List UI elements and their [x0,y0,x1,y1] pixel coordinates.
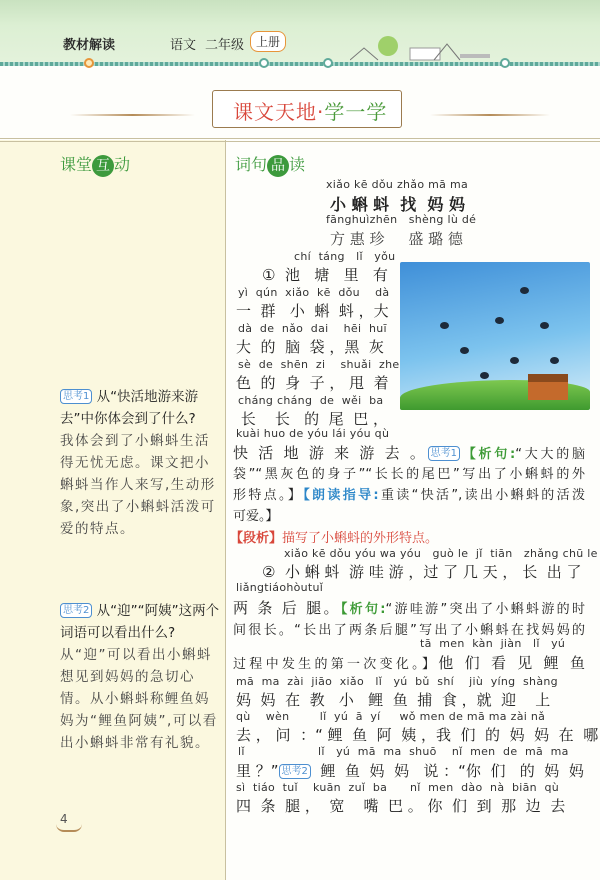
text-line [236,760,584,781]
think-question-2 [60,600,220,754]
banner-dot: · [317,100,325,124]
think-2-tag[interactable]: 思考2 [279,764,311,779]
pinyin-line: lǐ yú mā ma shuō nǐ men de mā ma [318,745,569,758]
analysis-text: “大大的脑 [515,447,585,462]
pinyin-line: kuài huo de yóu lái yóu qù [236,427,390,440]
think-tag: 思考2 [60,603,92,618]
header-dot [500,58,510,68]
text-line: 妈 妈 在 教 小 鲤 鱼 捕 食 ，就 迎 上 [236,691,551,709]
think-1-tag[interactable]: 思考1 [428,446,460,461]
heading-text: 读 [289,155,306,174]
text-line: 色 的 身 子 ， 甩 着 [236,374,389,392]
paragraph-analysis-label: 【段析】 [230,531,283,546]
text-segment: 鲤 鱼 妈 妈 说 ：“你 们 的 妈 妈 [320,762,584,780]
grade: 二年级 [205,38,245,53]
banner-text: 学一学 [324,100,388,124]
analysis-text: 过程中发生的第一次变化。】 [233,657,439,672]
authors-pinyin: fānghuìzhēn shèng lù dé [326,213,477,226]
paragraph-1-line [233,442,585,463]
text-segment: 快 活 地 游 来 游 去 。 [233,444,428,462]
annotation-line [233,597,585,618]
header-dot [259,58,269,68]
answer-text: 我体会到了小蝌蚪生活得无忧无虑。课文把小蝌蚪当作人来写,生动形象,突出了小蝌蚪活泼可爱的特点。 [60,433,216,537]
text-line: 长 长 的 尾 巴 ， [236,410,388,428]
title-pinyin: xiǎo kē dǒu zhǎo mā ma [326,178,469,191]
think-tag: 思考1 [60,389,92,404]
analysis-text: 形特点。】 [233,488,304,503]
text-segment: 两 条 后 腿。 [233,599,341,617]
reading-guide-text: 重读“快活”,读出小蝌蚪的活泼 [378,488,585,503]
text-line: 一 群 小 蝌 蚪 ，大 [236,302,389,320]
analysis-label: 【析句: [340,602,386,617]
house-illustration-icon [350,36,490,62]
pinyin-line: cháng cháng de wěi ba [238,394,384,407]
column-divider [225,140,226,880]
section-heading-reading [235,152,305,177]
page-ornament-icon [56,824,82,832]
question-text: 从“迎”“阿姨”这两个词语可以看出什么? [60,603,220,641]
volume-badge: 上册 [250,31,286,52]
subject: 语文 [170,38,197,53]
question-text: 从“快活地游来游去”中你体会到了什么? [60,389,199,427]
paragraph-analysis-text: 描写了小蝌蚪的外形特点。 [282,531,439,546]
text-segment: 里 ？” [236,762,279,780]
annotation-line: 可爱。】 [233,509,279,524]
heading-circle: 互 [92,155,114,177]
analysis-label: 【析句: [460,447,516,462]
tadpole-pond-illustration [400,262,590,410]
header-dot [84,58,94,68]
authors: 方 惠 珍 盛 璐 德 [330,230,463,248]
lesson-title: 小 蝌 蚪 找 妈 妈 [330,195,465,214]
pinyin-line: sè de shēn zi shuǎi zhe [238,358,400,371]
annotation-line: 间很长。“长出了两条后腿”写出了小蝌蚪在找妈妈的 [233,623,585,638]
pinyin-line: chí táng lǐ yǒu [294,250,396,263]
think-question-1 [60,386,220,540]
reading-guide-label: 【朗读指导: [303,488,379,503]
heading-text: 课堂 [60,155,93,174]
answer-text: 从“迎”可以看出小蝌蚪想见到妈妈的急切心情。从小蝌蚪称鲤鱼妈妈为“鲤鱼阿姨”,可以看出小蝌蚪非常有礼貌。 [60,647,218,751]
pinyin-line: mā ma zài jiāo xiǎo lǐ yú bǔ shí jiù yíng shàng [236,675,558,688]
banner-rule [430,114,550,116]
book-title: 教材解读 [63,38,116,53]
banner-text: 课文天地 [233,100,317,124]
text-line: 大 的 脑 袋 ，黑 灰 [236,338,384,356]
pinyin-line: yì qún xiǎo kē dǒu dà [238,286,390,299]
heading-text: 动 [114,155,131,174]
pinyin-line: liǎngtiáohòutuǐ [236,581,324,594]
text-line: ① 池 塘 里 有 [262,266,388,284]
banner-rule [70,114,195,116]
text-segment: 他 们 看 见 鲤 鱼 [438,654,585,672]
text-line: 去 ， 问 ：“ 鲤 鱼 阿 姨 ，我 们 的 妈 妈 在 哪 [236,726,599,744]
heading-text: 词句 [235,155,268,174]
header-dot [323,58,333,68]
page-number: 4 [60,812,68,826]
pinyin-line: sì tiáo tuǐ kuān zuǐ ba nǐ men dào nà biān qù [236,781,560,794]
pinyin-line: dà de nǎo dai hēi huī [238,322,387,335]
annotation-line [233,652,585,673]
section-banner [212,90,402,128]
pinyin-line: qù wèn lǐ yú ā yí wǒ men de mā ma zài nǎ [236,710,546,723]
panel-top-border [0,138,600,142]
paragraph-analysis [230,527,582,546]
text-line: 四 条 腿 ， 宽 嘴 巴 。 你 们 到 那 边 去 [236,797,566,815]
page-header [0,0,600,64]
annotation-line: 袋”“黑灰色的身子”“长长的尾巴”写出了小蝌蚪的外 [233,467,585,482]
pinyin-line: tā men kàn jiàn lǐ yú [420,637,566,650]
pinyin-line: xiǎo kē dǒu yóu wa yóu guò le jǐ tiān zhǎng chū le [284,547,598,560]
text-line: ② 小 蝌 蚪 游 哇 游 ，过 了 几 天 ， 长 出 了 [262,563,582,581]
analysis-text: “游哇游”突出了小蝌蚪游的时 [385,602,585,617]
heading-circle: 品 [267,155,289,177]
annotation-line [233,484,585,503]
section-heading-interaction [60,152,130,177]
pinyin-line: lǐ [238,745,245,758]
